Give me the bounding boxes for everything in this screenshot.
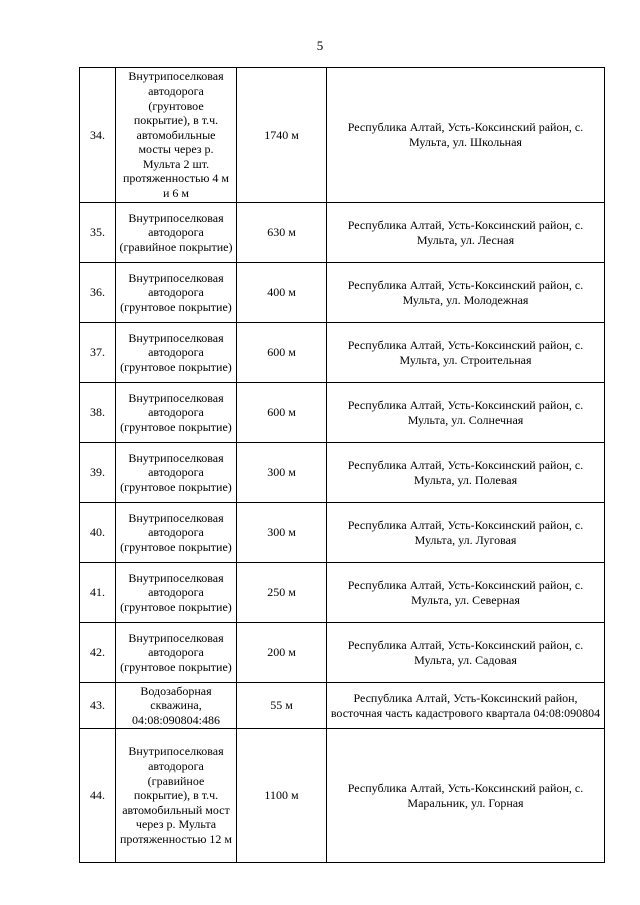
table-row	[80, 263, 605, 323]
table-row	[80, 563, 605, 623]
table-row	[80, 503, 605, 563]
row-number: 39.	[80, 443, 116, 503]
row-number: 36.	[80, 263, 116, 323]
object-length: 1740 м	[237, 68, 327, 203]
object-name: Внутрипоселковая автодорога (грунтовое покрытие)	[116, 263, 237, 323]
object-name: Внутрипоселковая автодорога (грунтовое покрытие)	[116, 443, 237, 503]
object-length: 630 м	[237, 203, 327, 263]
row-number: 43.	[80, 683, 116, 729]
object-name: Водозаборная скважина, 04:08:090804:486	[116, 683, 237, 729]
table-row	[80, 443, 605, 503]
page-number: 5	[316, 38, 324, 53]
object-address: Республика Алтай, Усть-Коксинский район, с. Мульта, ул. Полевая	[327, 443, 605, 503]
object-address: Республика Алтай, Усть-Коксинский район, с. Мульта, ул. Школьная	[327, 68, 605, 203]
table-row	[80, 383, 605, 443]
object-address: Республика Алтай, Усть-Коксинский район, с. Мульта, ул. Молодежная	[327, 263, 605, 323]
table-row	[80, 729, 605, 863]
object-name: Внутрипоселковая автодорога (гравийное покрытие)	[116, 203, 237, 263]
object-name: Внутрипоселковая автодорога (гравийное покрытие), в т.ч. автомобильный мост через р. Мульта протяженностью 12 м	[116, 729, 237, 863]
row-number: 41.	[80, 563, 116, 623]
row-number: 34.	[80, 68, 116, 203]
object-name: Внутрипоселковая автодорога (грунтовое покрытие)	[116, 623, 237, 683]
object-address: Республика Алтай, Усть-Коксинский район, с. Мульта, ул. Северная	[327, 563, 605, 623]
object-address: Республика Алтай, Усть-Коксинский район, с. Маральник, ул. Горная	[327, 729, 605, 863]
row-number: 37.	[80, 323, 116, 383]
row-number: 40.	[80, 503, 116, 563]
table-row	[80, 323, 605, 383]
object-name: Внутрипоселковая автодорога (грунтовое покрытие)	[116, 563, 237, 623]
row-number: 44.	[80, 729, 116, 863]
property-registry-table	[79, 67, 605, 863]
object-address: Республика Алтай, Усть-Коксинский район, с. Мульта, ул. Садовая	[327, 623, 605, 683]
object-length: 400 м	[237, 263, 327, 323]
object-address: Республика Алтай, Усть-Коксинский район, с. Мульта, ул. Строительная	[327, 323, 605, 383]
table-row	[80, 68, 605, 203]
object-name: Внутрипоселковая автодорога (грунтовое покрытие)	[116, 383, 237, 443]
object-length: 200 м	[237, 623, 327, 683]
row-number: 42.	[80, 623, 116, 683]
row-number: 38.	[80, 383, 116, 443]
object-length: 1100 м	[237, 729, 327, 863]
object-length: 300 м	[237, 443, 327, 503]
table-row	[80, 683, 605, 729]
object-address: Республика Алтай, Усть-Коксинский район, с. Мульта, ул. Лесная	[327, 203, 605, 263]
object-length: 55 м	[237, 683, 327, 729]
object-name: Внутрипоселковая автодорога (грунтовое покрытие), в т.ч. автомобильные мосты через р. Мульта 2 шт. протяженностью 4 м и 6 м	[116, 68, 237, 203]
row-number: 35.	[80, 203, 116, 263]
object-length: 250 м	[237, 563, 327, 623]
object-address: Республика Алтай, Усть-Коксинский район, с. Мульта, ул. Луговая	[327, 503, 605, 563]
object-name: Внутрипоселковая автодорога (грунтовое покрытие)	[116, 503, 237, 563]
object-name: Внутрипоселковая автодорога (грунтовое покрытие)	[116, 323, 237, 383]
table-row	[80, 203, 605, 263]
object-address: Республика Алтай, Усть-Коксинский район, восточная часть кадастрового квартала 04:08:090804	[327, 683, 605, 729]
object-length: 600 м	[237, 383, 327, 443]
object-address: Республика Алтай, Усть-Коксинский район, с. Мульта, ул. Солнечная	[327, 383, 605, 443]
object-length: 600 м	[237, 323, 327, 383]
object-length: 300 м	[237, 503, 327, 563]
table-row	[80, 623, 605, 683]
